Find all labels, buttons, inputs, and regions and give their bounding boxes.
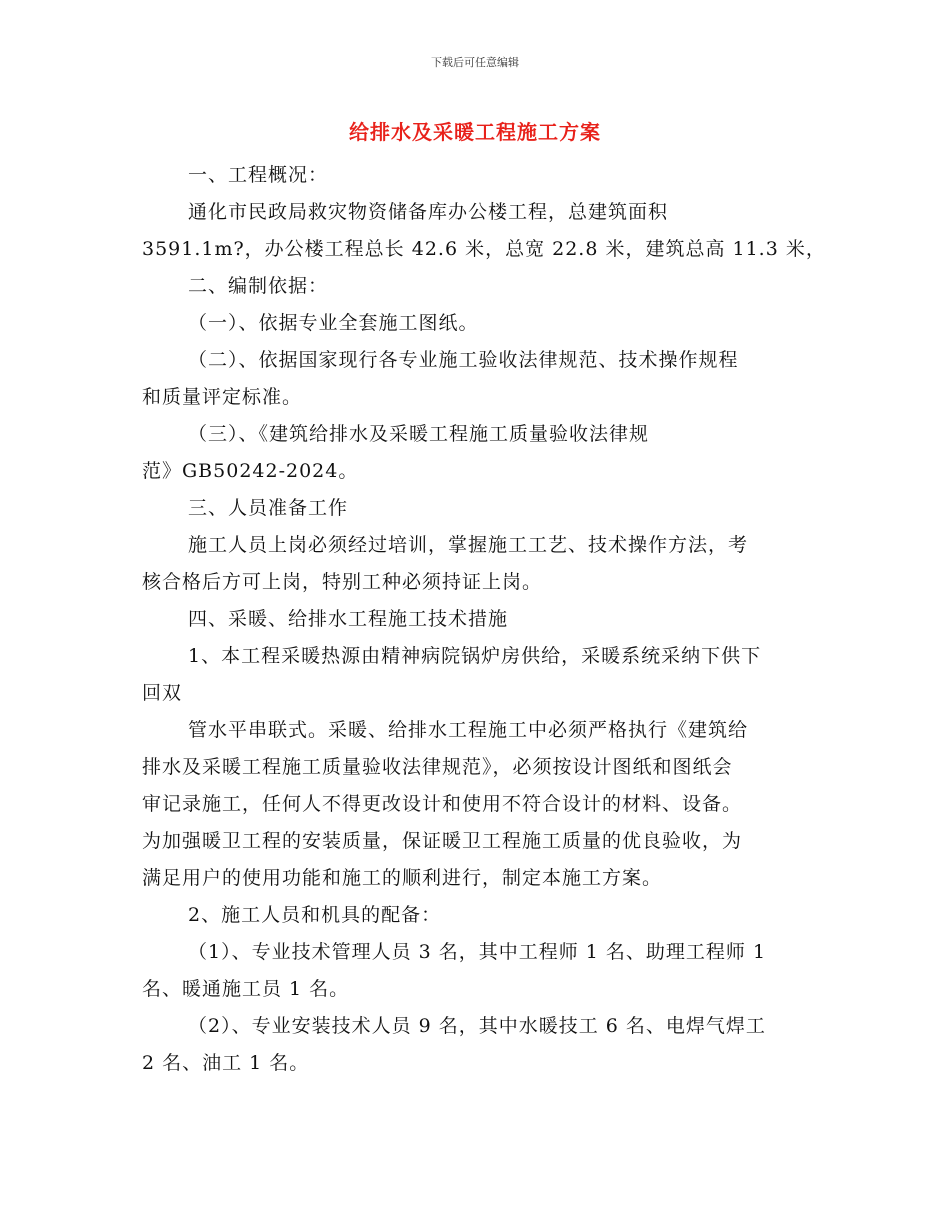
section-1-heading: 一、工程概况：: [188, 164, 329, 186]
paragraph-line: 排水及采暖工程施工质量验收法律规范》，必须按设计图纸和图纸会: [142, 756, 733, 778]
paragraph-line: （二）、依据国家现行各专业施工验收法律规范、技术操作规程: [188, 349, 739, 371]
paragraph-line: 1、本工程采暖热源由精神病院锅炉房供给，采暖系统采纳下供下: [188, 645, 762, 667]
paragraph-line: 核合格后方可上岗，特别工种必须持证上岗。: [142, 571, 543, 593]
document-title: 给排水及采暖工程施工方案: [349, 120, 601, 144]
paragraph-line: （1）、专业技术管理人员 3 名，其中工程师 1 名、助理工程师 1: [188, 941, 767, 963]
paragraph-line: （一）、依据专业全套施工图纸。: [188, 312, 479, 334]
paragraph-line: 审记录施工，任何人不得更改设计和使用不符合设计的材料、设备。: [142, 793, 743, 815]
page-header: 下载后可任意编辑: [431, 56, 519, 69]
paragraph-line: 3591.1m?，办公楼工程总长 42.6 米，总宽 22.8 米，建筑总高 11.3 米，: [142, 238, 826, 260]
paragraph-line: 通化市民政局救灾物资储备库办公楼工程，总建筑面积: [188, 201, 669, 223]
paragraph-line: 2 名、油工 1 名。: [142, 1052, 310, 1074]
paragraph-line: 范》GB50242-2024。: [142, 460, 359, 482]
paragraph-line: 2、施工人员和机具的配备：: [188, 904, 442, 926]
paragraph-line: 施工人员上岗必须经过培训，掌握施工工艺、技术操作方法，考: [188, 534, 749, 556]
paragraph-line: 名、暖通施工员 1 名。: [142, 978, 350, 1000]
section-4-heading: 四、采暖、给排水工程施工技术措施: [188, 608, 509, 630]
paragraph-line: 回双: [142, 682, 183, 704]
paragraph-line: 为加强暖卫工程的安装质量，保证暖卫工程施工质量的优良验收，为: [142, 830, 743, 852]
section-3-heading: 三、人员准备工作: [188, 497, 349, 519]
section-2-heading: 二、编制依据：: [188, 275, 329, 297]
paragraph-line: 和质量评定标准。: [142, 386, 303, 408]
paragraph-line: （2）、专业安装技术人员 9 名，其中水暖技工 6 名、电焊气焊工: [188, 1015, 766, 1037]
paragraph-line: 管水平串联式。采暖、给排水工程施工中必须严格执行《建筑给: [188, 719, 749, 741]
paragraph-line: （三）、《建筑给排水及采暖工程施工质量验收法律规: [188, 423, 650, 445]
paragraph-line: 满足用户的使用功能和施工的顺利进行，制定本施工方案。: [142, 867, 663, 889]
